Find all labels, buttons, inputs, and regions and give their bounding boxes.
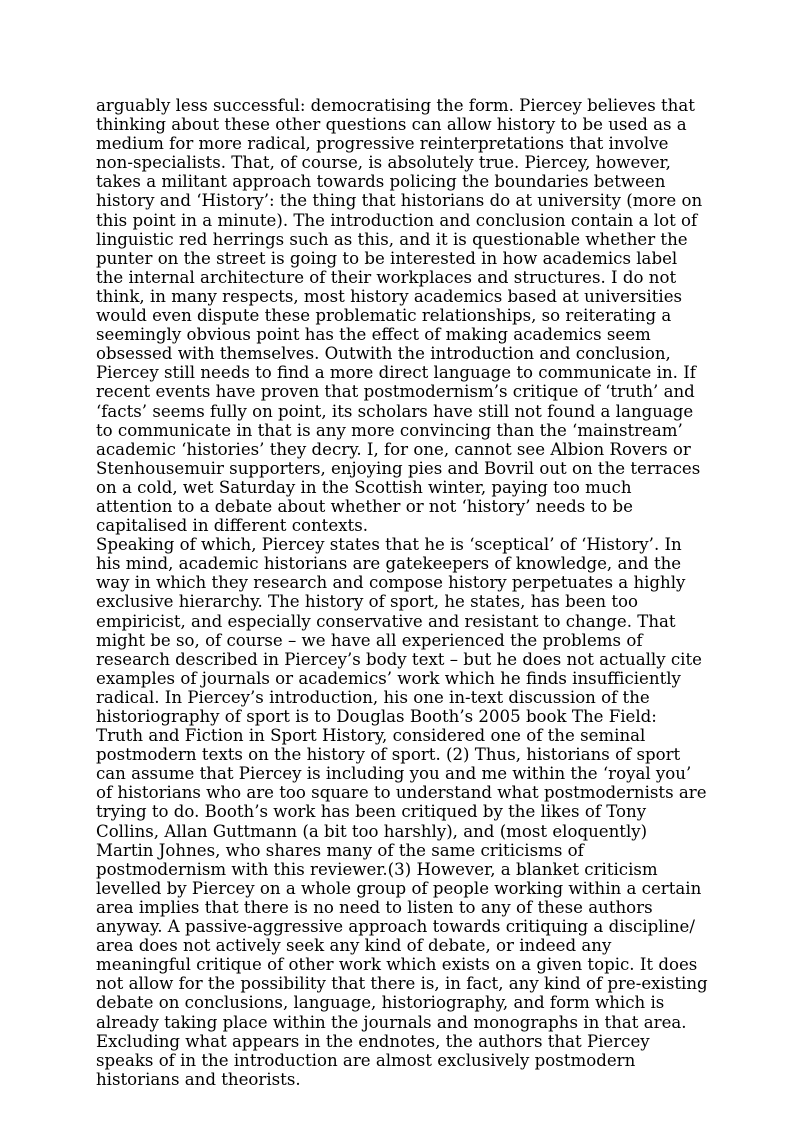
document-page — [96, 96, 708, 1089]
paragraph: Speaking of which, Piercey states that he is ‘sceptical’ of ‘History’. In his mind, academic historians are gatekeepers of knowledge, and the way in which they research and compose history perpetuates a highly exclusive hierarchy. The history of sport, he states, has been too empiricist, and especially conservative and resistant to change. That might be so, of course – we have all experienced the problems of research described in Piercey’s body text – but he does not actually cite examples of journals or academics’ work which he finds insufficiently radical. In Piercey’s introduction, his one in-text discussion of the historiography of sport is to Douglas Booth’s 2005 book The Field: Truth and Fiction in Sport History, considered one of the seminal postmodern texts on the history of sport. (2) Thus, historians of sport can assume that Piercey is including you and me within the ‘royal you’ of historians who are too square to understand what postmodernists are trying to do. Booth’s work has been critiqued by the likes of Tony Collins, Allan Guttmann (a bit too harshly), and (most eloquently) Martin Johnes, who shares many of the same criticisms of postmodernism with this reviewer.(3) However, a blanket criticism levelled by Piercey on a whole group of people working within a certain area implies that there is no need to listen to any of these authors anyway. A passive-aggressive approach towards critiquing a discipline/ area does not actively seek any kind of debate, or indeed any meaningful critique of other work which exists on a given topic. It does not allow for the possibility that there is, in fact, any kind of pre-existing debate on conclusions, language, historiography, and form which is already taking place within the journals and monographs in that area. Excluding what appears in the endnotes, the authors that Piercey speaks of in the introduction are almost exclusively postmodern historians and theorists. — [96, 535, 708, 1089]
paragraph: arguably less successful: democratising the form. Piercey believes that thinking about these other questions can allow history to be used as a medium for more radical, progressive reinterpretations that involve non-specialists. That, of course, is absolutely true. Piercey, however, takes a militant approach towards policing the boundaries between history and ‘History’: the thing that historians do at university (more on this point in a minute). The introduction and conclusion contain a lot of linguistic red herrings such as this, and it is questionable whether the punter on the street is going to be interested in how academics label the internal architecture of their workplaces and structures. I do not think, in many respects, most history academics based at universities would even dispute these problematic relationships, so reiterating a seemingly obvious point has the effect of making academics seem obsessed with themselves. Outwith the introduction and conclusion, Piercey still needs to find a more direct language to communicate in. If recent events have proven that postmodernism’s critique of ‘truth’ and ‘facts’ seems fully on point, its scholars have still not found a language to communicate in that is any more convincing than the ‘mainstream’ academic ‘histories’ they decry. I, for one, cannot see Albion Rovers or Stenhousemuir supporters, enjoying pies and Bovril out on the terraces on a cold, wet Saturday in the Scottish winter, paying too much attention to a debate about whether or not ‘history’ needs to be capitalised in different contexts. — [96, 96, 703, 536]
